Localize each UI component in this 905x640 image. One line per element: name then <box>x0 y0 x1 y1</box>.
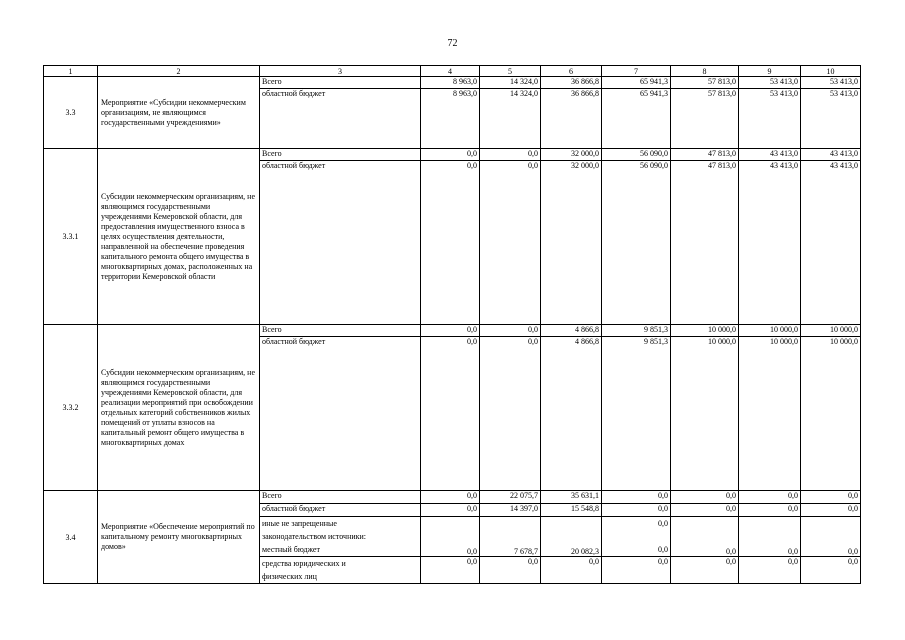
value-cell: 10 000,0 <box>801 325 861 337</box>
value-cell: 10 000,0 <box>739 337 801 491</box>
header-cell: 8 <box>671 66 739 77</box>
value-cell: 65 941,3 <box>602 77 671 89</box>
value-cell: 22 075,7 <box>480 491 541 504</box>
value-cell: 57 813,0 <box>671 77 739 89</box>
value-cell: 0,0 <box>602 557 671 584</box>
header-cell: 5 <box>480 66 541 77</box>
value-cell: 0,0 <box>480 557 541 584</box>
row-number: 3.4 <box>44 491 98 584</box>
value-cell: 43 413,0 <box>739 149 801 161</box>
funding-source: областной бюджет <box>260 504 421 517</box>
funding-source: Всего <box>260 149 421 161</box>
value-cell: 57 813,0 <box>671 89 739 149</box>
value-cell: 0,0 <box>480 337 541 491</box>
funding-source-line: законодательством источники: <box>262 532 367 541</box>
value-cell: 47 813,0 <box>671 149 739 161</box>
value-cell: 0,0 <box>421 504 480 517</box>
value-cell: 43 413,0 <box>739 161 801 325</box>
header-cell: 10 <box>801 66 861 77</box>
value-cell: 53 413,0 <box>739 77 801 89</box>
value-cell: 0,0 <box>671 491 739 504</box>
value-cell: 53 413,0 <box>739 89 801 149</box>
value-cell: 53 413,0 <box>801 89 861 149</box>
table-row <box>44 325 861 337</box>
funding-source: областной бюджет <box>260 337 421 491</box>
value-cell: 20 082,3 <box>541 517 602 557</box>
value-line: 0,0 <box>658 519 668 528</box>
table-row <box>44 149 861 161</box>
funding-source: областной бюджет <box>260 161 421 325</box>
value-cell: 47 813,0 <box>671 161 739 325</box>
value-cell: 65 941,3 <box>602 89 671 149</box>
value-cell: 0,0 <box>739 491 801 504</box>
value-cell: 14 324,0 <box>480 77 541 89</box>
header-cell: 3 <box>260 66 421 77</box>
value-cell: 0,0 <box>671 557 739 584</box>
funding-source: Всего <box>260 325 421 337</box>
measure-name: Субсидии некоммерческим организациям, не являющимся государственными учреждениями Кемеровской области, для предоставления имущественного взноса в целях осуществления деятельности, направленной на обеспечение проведения капитального ремонта общего имущества в многоквартирных домах, расположенных на территории Кемеровской области <box>98 149 260 325</box>
budget-table <box>43 65 861 584</box>
value-cell: 0,0 <box>421 337 480 491</box>
row-number: 3.3 <box>44 77 98 149</box>
value-cell: 0,0 <box>421 517 480 557</box>
header-cell: 9 <box>739 66 801 77</box>
funding-source <box>260 517 421 557</box>
measure-name: Мероприятие «Субсидии некоммерческим организациям, не являющимся государственными учреждениями» <box>98 77 260 149</box>
value-cell: 0,0 <box>602 491 671 504</box>
value-cell: 56 090,0 <box>602 161 671 325</box>
funding-source: Всего <box>260 491 421 504</box>
value-cell: 0,0 <box>421 325 480 337</box>
value-cell: 0,0 <box>421 161 480 325</box>
value-cell: 0,0 <box>671 517 739 557</box>
funding-source: областной бюджет <box>260 89 421 149</box>
value-cell: 0,0 <box>739 504 801 517</box>
row-number: 3.3.1 <box>44 149 98 325</box>
value-cell: 8 963,0 <box>421 89 480 149</box>
value-cell: 0,0 <box>671 504 739 517</box>
header-cell: 6 <box>541 66 602 77</box>
funding-source-line: средства юридических и <box>262 559 346 568</box>
value-cell: 32 000,0 <box>541 161 602 325</box>
value-cell: 4 866,8 <box>541 325 602 337</box>
funding-source-line: местный бюджет <box>262 545 320 554</box>
value-cell: 0,0 <box>421 149 480 161</box>
budget-table-container <box>43 65 861 584</box>
value-cell: 0,0 <box>541 557 602 584</box>
value-cell: 43 413,0 <box>801 149 861 161</box>
funding-source-line: физических лиц <box>262 572 317 581</box>
value-cell: 0,0 <box>421 491 480 504</box>
header-row <box>44 66 861 77</box>
measure-name: Субсидии некоммерческим организациям, не являющимся государственными учреждениями Кемеровской области, для реализации мероприятий при освобождении отдельных категорий собственников жилых помещений от уплаты взносов на капитальный ремонт общего имущества в многоквартирных домах <box>98 325 260 491</box>
value-line: 0,0 <box>658 545 668 554</box>
value-cell: 35 631,1 <box>541 491 602 504</box>
header-cell: 2 <box>98 66 260 77</box>
value-cell: 10 000,0 <box>671 325 739 337</box>
value-cell: 0,0 <box>801 557 861 584</box>
value-cell: 8 963,0 <box>421 77 480 89</box>
value-cell: 0,0 <box>480 325 541 337</box>
value-cell: 9 851,3 <box>602 337 671 491</box>
value-cell: 15 548,8 <box>541 504 602 517</box>
value-cell: 0,0 <box>739 557 801 584</box>
value-cell: 0,0 <box>602 504 671 517</box>
value-cell: 0,0 <box>480 161 541 325</box>
value-cell: 0,0 <box>739 517 801 557</box>
value-cell: 43 413,0 <box>801 161 861 325</box>
table-row <box>44 77 861 89</box>
value-cell: 10 000,0 <box>801 337 861 491</box>
measure-name: Мероприятие «Обеспечение мероприятий по капитальному ремонту многоквартирных домов» <box>98 491 260 584</box>
value-cell: 14 324,0 <box>480 89 541 149</box>
value-cell: 4 866,8 <box>541 337 602 491</box>
funding-source: Всего <box>260 77 421 89</box>
funding-source <box>260 557 421 584</box>
header-cell: 7 <box>602 66 671 77</box>
value-cell: 9 851,3 <box>602 325 671 337</box>
value-cell: 0,0 <box>801 491 861 504</box>
value-cell: 7 678,7 <box>480 517 541 557</box>
table-row <box>44 491 861 504</box>
header-cell: 4 <box>421 66 480 77</box>
value-cell: 14 397,0 <box>480 504 541 517</box>
value-cell: 0,0 <box>480 149 541 161</box>
funding-source-line: иные не запрещенные <box>262 519 337 528</box>
value-cell: 0,0 <box>801 517 861 557</box>
value-cell: 0,0 <box>421 557 480 584</box>
value-cell: 53 413,0 <box>801 77 861 89</box>
value-cell <box>602 517 671 557</box>
value-cell: 10 000,0 <box>739 325 801 337</box>
value-cell: 0,0 <box>801 504 861 517</box>
value-cell: 36 866,8 <box>541 89 602 149</box>
row-number: 3.3.2 <box>44 325 98 491</box>
header-cell: 1 <box>44 66 98 77</box>
value-cell: 32 000,0 <box>541 149 602 161</box>
page-number: 72 <box>447 38 458 49</box>
value-cell: 10 000,0 <box>671 337 739 491</box>
value-cell: 36 866,8 <box>541 77 602 89</box>
value-cell: 56 090,0 <box>602 149 671 161</box>
